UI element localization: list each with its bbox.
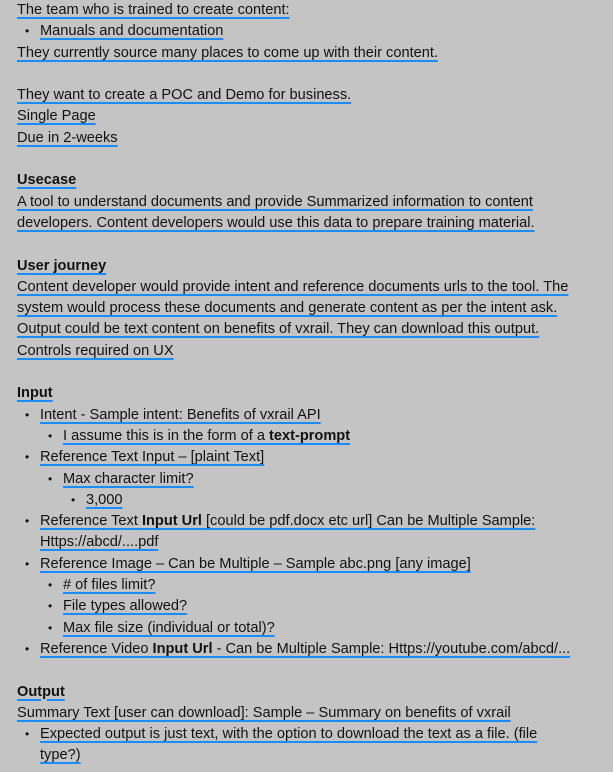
bullet-icon: • [25,641,30,656]
output-heading: Output [17,683,65,700]
list-item: • # of files limit? [17,575,613,596]
usecase-heading: Usecase [17,172,77,189]
journey-heading: User journey [17,257,107,274]
bullet-icon: • [25,727,30,742]
intro-poc-line: They want to create a POC and Demo for business. [17,87,352,104]
bullet-icon: • [25,450,30,465]
output-summary-line: Summary Text [user can download]: Sample – Summary on benefits of vxrail [17,704,511,721]
list-item: • Reference Image – Can be Multiple – Sample abc.png [any image] [17,554,613,575]
list-item: • Reference Text Input – [plaint Text] [17,447,613,468]
bullet-icon: • [25,24,30,39]
list-item: • Expected output is just text, with the option to download the text as a file. (file [17,724,613,745]
bullet-icon: • [48,428,53,443]
bullet-icon: • [48,471,53,486]
bullet-icon: • [25,514,30,529]
input-heading: Input [17,385,53,402]
list-item: • Max character limit? [17,469,613,490]
list-item-continuation: type?) [40,747,81,764]
bullet-icon: • [25,407,30,422]
journey-text-line: Controls required on UX [17,342,174,359]
bullet-icon: • [48,599,53,614]
list-item: • Intent - Sample intent: Benefits of vxrail API [17,405,613,426]
bullet-icon: • [48,578,53,593]
bullet-icon: • [25,556,30,571]
intro-team-line: The team who is trained to create content: [17,2,290,18]
intro-due-line: Due in 2-weeks [17,129,118,146]
bullet-icon: • [48,620,53,635]
usecase-text-line: A tool to understand documents and provide Summarized information to content [17,193,533,210]
list-item: • 3,000 [17,490,613,511]
journey-text-line: Output could be text content on benefits of vxrail. They can download this output. [17,321,540,338]
intro-single-page-line: Single Page [17,108,96,125]
journey-text-line: system would process these documents and generate content as per the intent ask. [17,300,558,317]
intro-source-line: They currently source many places to come up with their content. [17,44,438,61]
list-item: • I assume this is in the form of a text-prompt [17,426,613,447]
journey-text-line: Content developer would provide intent and reference documents urls to the tool. The [17,278,569,295]
list-item-continuation: Https://abcd/....pdf [40,534,159,551]
usecase-text-line: developers. Content developers would use this data to prepare training material. [17,214,535,231]
list-item: • Reference Video Input Url - Can be Multiple Sample: Https://youtube.com/abcd/... [17,639,613,660]
list-item: • Max file size (individual or total)? [17,618,613,639]
list-item: • Reference Text Input Url [could be pdf.docx etc url] Can be Multiple Sample: [17,511,613,532]
list-item: • Manuals and documentation [17,21,613,42]
bullet-icon: • [71,492,76,507]
list-item: • File types allowed? [17,596,613,617]
